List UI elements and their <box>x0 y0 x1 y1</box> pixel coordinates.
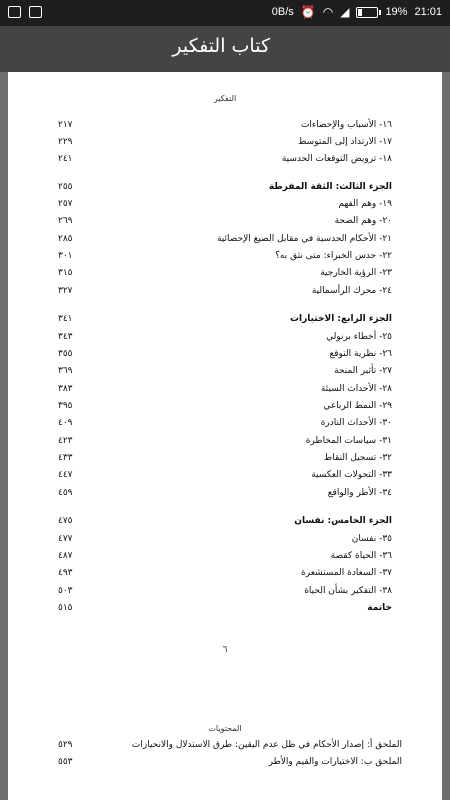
toc-page-number: ٥١٥ <box>58 603 73 613</box>
toc-title: الجزء الخامس: نفسان <box>294 516 392 526</box>
toc-title: ٢٦- نظرية التوقع <box>329 349 392 359</box>
toc-page-number: ٤٠٩ <box>58 418 73 428</box>
toc-row[interactable] <box>58 135 392 150</box>
toc-row[interactable] <box>58 249 392 264</box>
toc-page-number: ٣٩٥ <box>58 401 73 411</box>
toc-row[interactable] <box>58 468 392 483</box>
signal-icon: ◢ <box>340 5 350 19</box>
alarm-icon: ⏰ <box>300 5 316 19</box>
toc-title: ١٦- الأسباب والإحصاءات <box>300 120 392 130</box>
toc-title: ٢١- الأحكام الحدسية في مقابل الصيغ الإحصائية <box>216 234 392 244</box>
toc-row[interactable] <box>58 399 392 414</box>
app-title: كتاب التفكير <box>172 35 270 57</box>
page-number: ٦ <box>222 645 228 655</box>
toc-title: ٣٤- الأطر والواقع <box>327 488 392 498</box>
toc-page-number: ٢٥٧ <box>58 199 73 209</box>
toc-row[interactable] <box>58 382 392 397</box>
toc-page-number: ٤٨٧ <box>58 551 73 561</box>
toc-title: ٣١- سياسات المخاطرة <box>305 436 392 446</box>
battery-icon <box>356 7 378 18</box>
toc-page-number: ٢١٧ <box>58 120 73 130</box>
toc-title: ٢٤- محرك الرأسمالية <box>311 286 392 296</box>
footer-running-head: المحتويات <box>208 724 242 733</box>
toc-title: ١٨- ترويض التوقعات الحدسية <box>281 154 392 164</box>
toc-title: ٣٠- الأحداث النادرة <box>320 418 392 428</box>
toc-title: ٣٧- السعادة المستشعرة <box>301 568 392 578</box>
toc-page-number: ٣٤٣ <box>58 332 73 342</box>
toc-row[interactable] <box>58 584 392 599</box>
battery-percent: 19% <box>385 6 408 18</box>
toc-row[interactable] <box>58 330 392 345</box>
toc-title: ٣٢- تسجيل النقاط <box>323 453 392 463</box>
toc-title: الجزء الرابع: الاختيارات <box>289 314 392 324</box>
toc-page-number: ٢٤١ <box>58 154 73 164</box>
toc-row[interactable] <box>58 312 392 327</box>
toc-title: ٣٥- نفسان <box>351 534 392 544</box>
toc-title: الملحق ب: الاختيارات والقيم والأطر <box>268 757 402 767</box>
toc-row[interactable] <box>58 232 392 247</box>
toc-row[interactable] <box>58 152 392 167</box>
toc-page-number: ٢٢٩ <box>58 137 73 147</box>
toc-page-number: ٥٥٣ <box>58 757 73 767</box>
toc-title: الملحق أ: إصدار الأحكام في ظل عدم اليقين: طرق الاستدلال والانحيازات <box>131 740 402 750</box>
battery-fill <box>358 9 362 16</box>
wifi-icon: ◠ <box>322 5 334 19</box>
toc-page-number: ٤٤٧ <box>58 470 73 480</box>
toc-row[interactable] <box>58 549 392 564</box>
status-bar <box>0 0 450 26</box>
toc-row[interactable] <box>58 416 392 431</box>
toc-page-number: ٤٣٣ <box>58 453 73 463</box>
toc-page-number: ٣٢٧ <box>58 286 73 296</box>
book-page[interactable] <box>8 72 442 800</box>
toc-row[interactable] <box>58 364 392 379</box>
toc-page-number: ٤٢٣ <box>58 436 73 446</box>
toc-row[interactable] <box>58 284 392 299</box>
toc-row[interactable] <box>58 601 392 616</box>
toc-page-number: ٤٧٥ <box>58 516 73 526</box>
toc-row[interactable] <box>58 451 392 466</box>
toc-title: ٢٩- النمط الرباعي <box>323 401 392 411</box>
toc-title: ٢٥- أخطاء برنولي <box>326 332 392 342</box>
app-bar <box>0 26 450 72</box>
toc-title: ٢٧- تأثير المنحة <box>334 366 392 376</box>
toc-title: ٢٠- وهم الصحة <box>334 216 392 226</box>
toc-title: ١٩- وهم الفهم <box>338 199 392 209</box>
toc-row[interactable] <box>58 514 392 529</box>
toc-page-number: ٤٩٣ <box>58 568 73 578</box>
toc-title: خاتمة <box>367 603 392 613</box>
toc-row[interactable] <box>58 347 392 362</box>
toc-page-number: ٣٥٥ <box>58 349 73 359</box>
toc-title: ٢٣- الرؤية الخارجية <box>320 268 392 278</box>
toc-row[interactable] <box>58 566 392 581</box>
toc-title: ٣٨- التفكير بشأن الحياة <box>304 586 392 596</box>
toc-title: ٣٦- الحياة كقصة <box>330 551 392 561</box>
toc-page-number: ٣٠١ <box>58 251 73 261</box>
toc-page-number: ٢٨٥ <box>58 234 73 244</box>
toc-page-number: ٥٢٩ <box>58 740 73 750</box>
notification-icon <box>8 6 21 18</box>
toc-page-number: ٣٨٣ <box>58 384 73 394</box>
net-speed: 0B/s <box>271 6 294 18</box>
toc-row[interactable] <box>58 197 392 212</box>
toc-row[interactable] <box>58 266 392 281</box>
toc-title: الجزء الثالث: الثقة المفرطة <box>268 182 392 192</box>
toc-title: ٢٢- حدس الخبراء: متى نثق به؟ <box>275 251 392 261</box>
toc-title: ٣٣- التحولات العكسية <box>311 470 392 480</box>
toc-title: ٢٨- الأحداث السيئة <box>320 384 392 394</box>
image-icon <box>29 6 42 18</box>
toc-page-number: ٢٥٥ <box>58 182 73 192</box>
toc-page-number: ٤٥٩ <box>58 488 73 498</box>
toc-row[interactable] <box>58 214 392 229</box>
toc-row[interactable] <box>58 738 402 753</box>
clock: 21:01 <box>414 6 442 18</box>
toc-row[interactable] <box>58 486 392 501</box>
toc-page-number: ٣١٥ <box>58 268 73 278</box>
toc-row[interactable] <box>58 118 392 133</box>
toc-row[interactable] <box>58 434 392 449</box>
toc-page-number: ٤٧٧ <box>58 534 73 544</box>
toc-page-number: ٥٠٣ <box>58 586 73 596</box>
toc-row[interactable] <box>58 532 392 547</box>
toc-title: ١٧- الارتداد إلى المتوسط <box>298 137 392 147</box>
toc-row[interactable] <box>58 180 392 195</box>
toc-page-number: ٣٤١ <box>58 314 73 324</box>
running-head: التفكير <box>213 94 237 103</box>
status-left-icons <box>8 6 42 18</box>
status-right <box>272 5 442 19</box>
toc-page-number: ٢٦٩ <box>58 216 73 226</box>
toc-row[interactable] <box>58 755 402 770</box>
toc-page-number: ٣٦٩ <box>58 366 73 376</box>
